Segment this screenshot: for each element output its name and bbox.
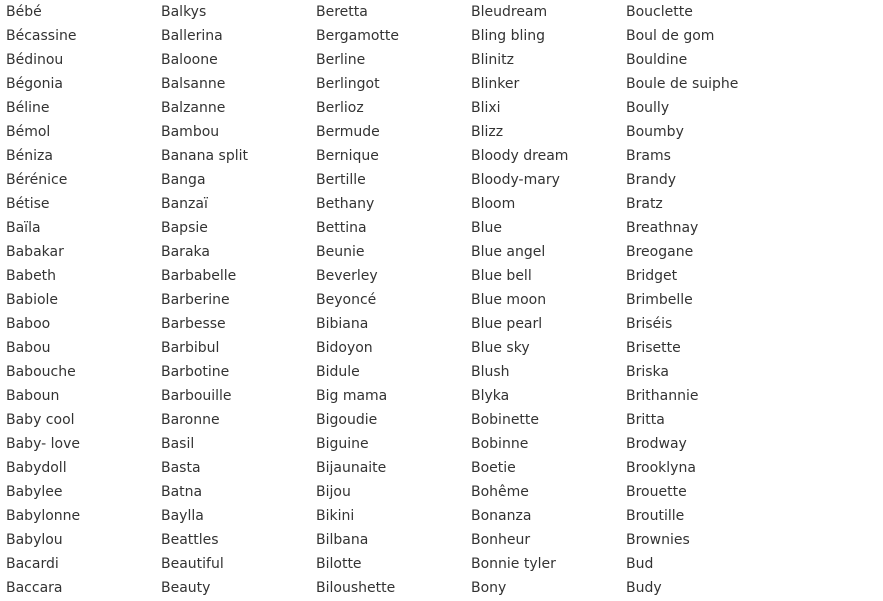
name-cell: Baylla [161,508,204,524]
name-cell: Bleudream [471,4,548,20]
name-cell: Brandy [626,172,676,188]
name-cell: Bidule [316,364,360,380]
name-cell: Bobinette [471,412,540,428]
name-cell: Breogane [626,244,694,260]
name-cell: Bony [471,580,507,596]
name-cell: Bouldine [626,52,688,68]
name-cell: Bethany [316,196,375,212]
name-cell: Biguine [316,436,369,452]
name-cell: Bikini [316,508,355,524]
name-cell: Bergamotte [316,28,399,44]
name-cell: Brownies [626,532,690,548]
name-cell: Barberine [161,292,230,308]
name-cell: Baboo [6,316,51,332]
name-cell: Blyka [471,388,510,404]
name-cell: Bérénice [6,172,68,188]
name-cell: Bambou [161,124,220,140]
name-cell: Brisette [626,340,681,356]
name-cell: Breathnay [626,220,699,236]
name-cell: Blue bell [471,268,532,284]
name-cell: Bonnie tyler [471,556,556,572]
name-cell: Brooklyna [626,460,696,476]
name-cell: Baby- love [6,436,80,452]
name-cell: Bermude [316,124,380,140]
name-cell: Big mama [316,388,388,404]
name-cell: Boul de gom [626,28,715,44]
name-cell: Blue moon [471,292,547,308]
name-cell: Babylee [6,484,63,500]
name-cell: Bilbana [316,532,369,548]
name-cell: Basta [161,460,201,476]
name-cell: Beunie [316,244,365,260]
name-cell: Barbabelle [161,268,237,284]
name-cell: Blixi [471,100,501,116]
name-cell: Bohême [471,484,529,500]
name-cell: Babouche [6,364,76,380]
name-cell: Broutille [626,508,685,524]
name-cell: Baboun [6,388,60,404]
name-cell: Blue pearl [471,316,543,332]
name-cell: Béniza [6,148,53,164]
name-cell: Berline [316,52,366,68]
name-cell: Bijaunaite [316,460,387,476]
name-cell: Beretta [316,4,368,20]
name-cell: Balzanne [161,100,226,116]
name-cell: Bidoyon [316,340,373,356]
name-cell: Baïla [6,220,41,236]
name-cell: Brodway [626,436,687,452]
name-cell: Bébé [6,4,42,20]
name-cell: Blush [471,364,510,380]
name-cell: Barbibul [161,340,220,356]
name-column-2 [161,0,316,600]
name-cell: Budy [626,580,662,596]
name-cell: Babeth [6,268,57,284]
name-column-4 [471,0,626,600]
name-cell: Bridget [626,268,678,284]
name-cell: Biloushette [316,580,396,596]
name-cell: Boumby [626,124,684,140]
name-cell: Baby cool [6,412,75,428]
name-cell: Brithannie [626,388,699,404]
name-cell: Bernique [316,148,379,164]
name-cell: Bling bling [471,28,546,44]
name-cell: Bilotte [316,556,362,572]
name-cell: Bécassine [6,28,77,44]
name-cell: Bédinou [6,52,64,68]
name-cell: Bobinne [471,436,529,452]
name-cell: Bibiana [316,316,369,332]
name-cell: Blue [471,220,502,236]
name-cell: Bégonia [6,76,64,92]
name-cell: Beautiful [161,556,224,572]
name-cell: Beyoncé [316,292,377,308]
name-cell: Boully [626,100,670,116]
name-cell: Briséis [626,316,673,332]
name-cell: Blinitz [471,52,514,68]
name-cell: Barbouille [161,388,232,404]
name-cell: Beauty [161,580,211,596]
name-cell: Blue angel [471,244,546,260]
name-cell: Bigoudie [316,412,378,428]
name-cell: Bloom [471,196,516,212]
name-cell: Balkys [161,4,207,20]
name-cell: Babakar [6,244,64,260]
name-cell: Bonanza [471,508,532,524]
name-cell: Bettina [316,220,367,236]
name-cell: Brams [626,148,671,164]
name-cell: Beverley [316,268,378,284]
name-cell: Baraka [161,244,210,260]
name-cell: Bud [626,556,654,572]
name-cell: Bertille [316,172,366,188]
name-cell: Boetie [471,460,516,476]
name-cell: Beattles [161,532,219,548]
name-cell: Bloody dream [471,148,569,164]
name-cell: Blinker [471,76,520,92]
name-column-1 [6,0,161,600]
name-cell: Banana split [161,148,248,164]
name-cell: Brimbelle [626,292,693,308]
name-cell: Baronne [161,412,220,428]
name-cell: Bouclette [626,4,693,20]
name-cell: Basil [161,436,195,452]
name-cell: Bapsie [161,220,208,236]
name-cell: Bacardi [6,556,59,572]
name-cell: Blizz [471,124,504,140]
name-cell: Balsanne [161,76,226,92]
name-cell: Bétise [6,196,50,212]
name-column-5 [626,0,781,600]
name-cell: Britta [626,412,665,428]
name-column-3 [316,0,471,600]
name-cell: Baccara [6,580,63,596]
name-cell: Briska [626,364,669,380]
name-cell: Berlioz [316,100,364,116]
name-cell: Blue sky [471,340,530,356]
name-cell: Batna [161,484,203,500]
name-cell: Berlingot [316,76,380,92]
name-cell: Bijou [316,484,351,500]
name-cell: Barbotine [161,364,230,380]
name-cell: Babylonne [6,508,81,524]
name-cell: Ballerina [161,28,223,44]
name-cell: Brouette [626,484,687,500]
name-cell: Bratz [626,196,663,212]
name-cell: Babiole [6,292,59,308]
name-cell: Barbesse [161,316,226,332]
name-cell: Babylou [6,532,63,548]
name-cell: Baloone [161,52,218,68]
name-cell: Babou [6,340,51,356]
name-cell: Banzaï [161,196,208,212]
name-cell: Béline [6,100,50,116]
name-cell: Bonheur [471,532,531,548]
name-cell: Banga [161,172,206,188]
name-cell: Bémol [6,124,51,140]
name-cell: Bloody-mary [471,172,560,188]
name-cell: Boule de suiphe [626,76,739,92]
name-cell: Babydoll [6,460,67,476]
